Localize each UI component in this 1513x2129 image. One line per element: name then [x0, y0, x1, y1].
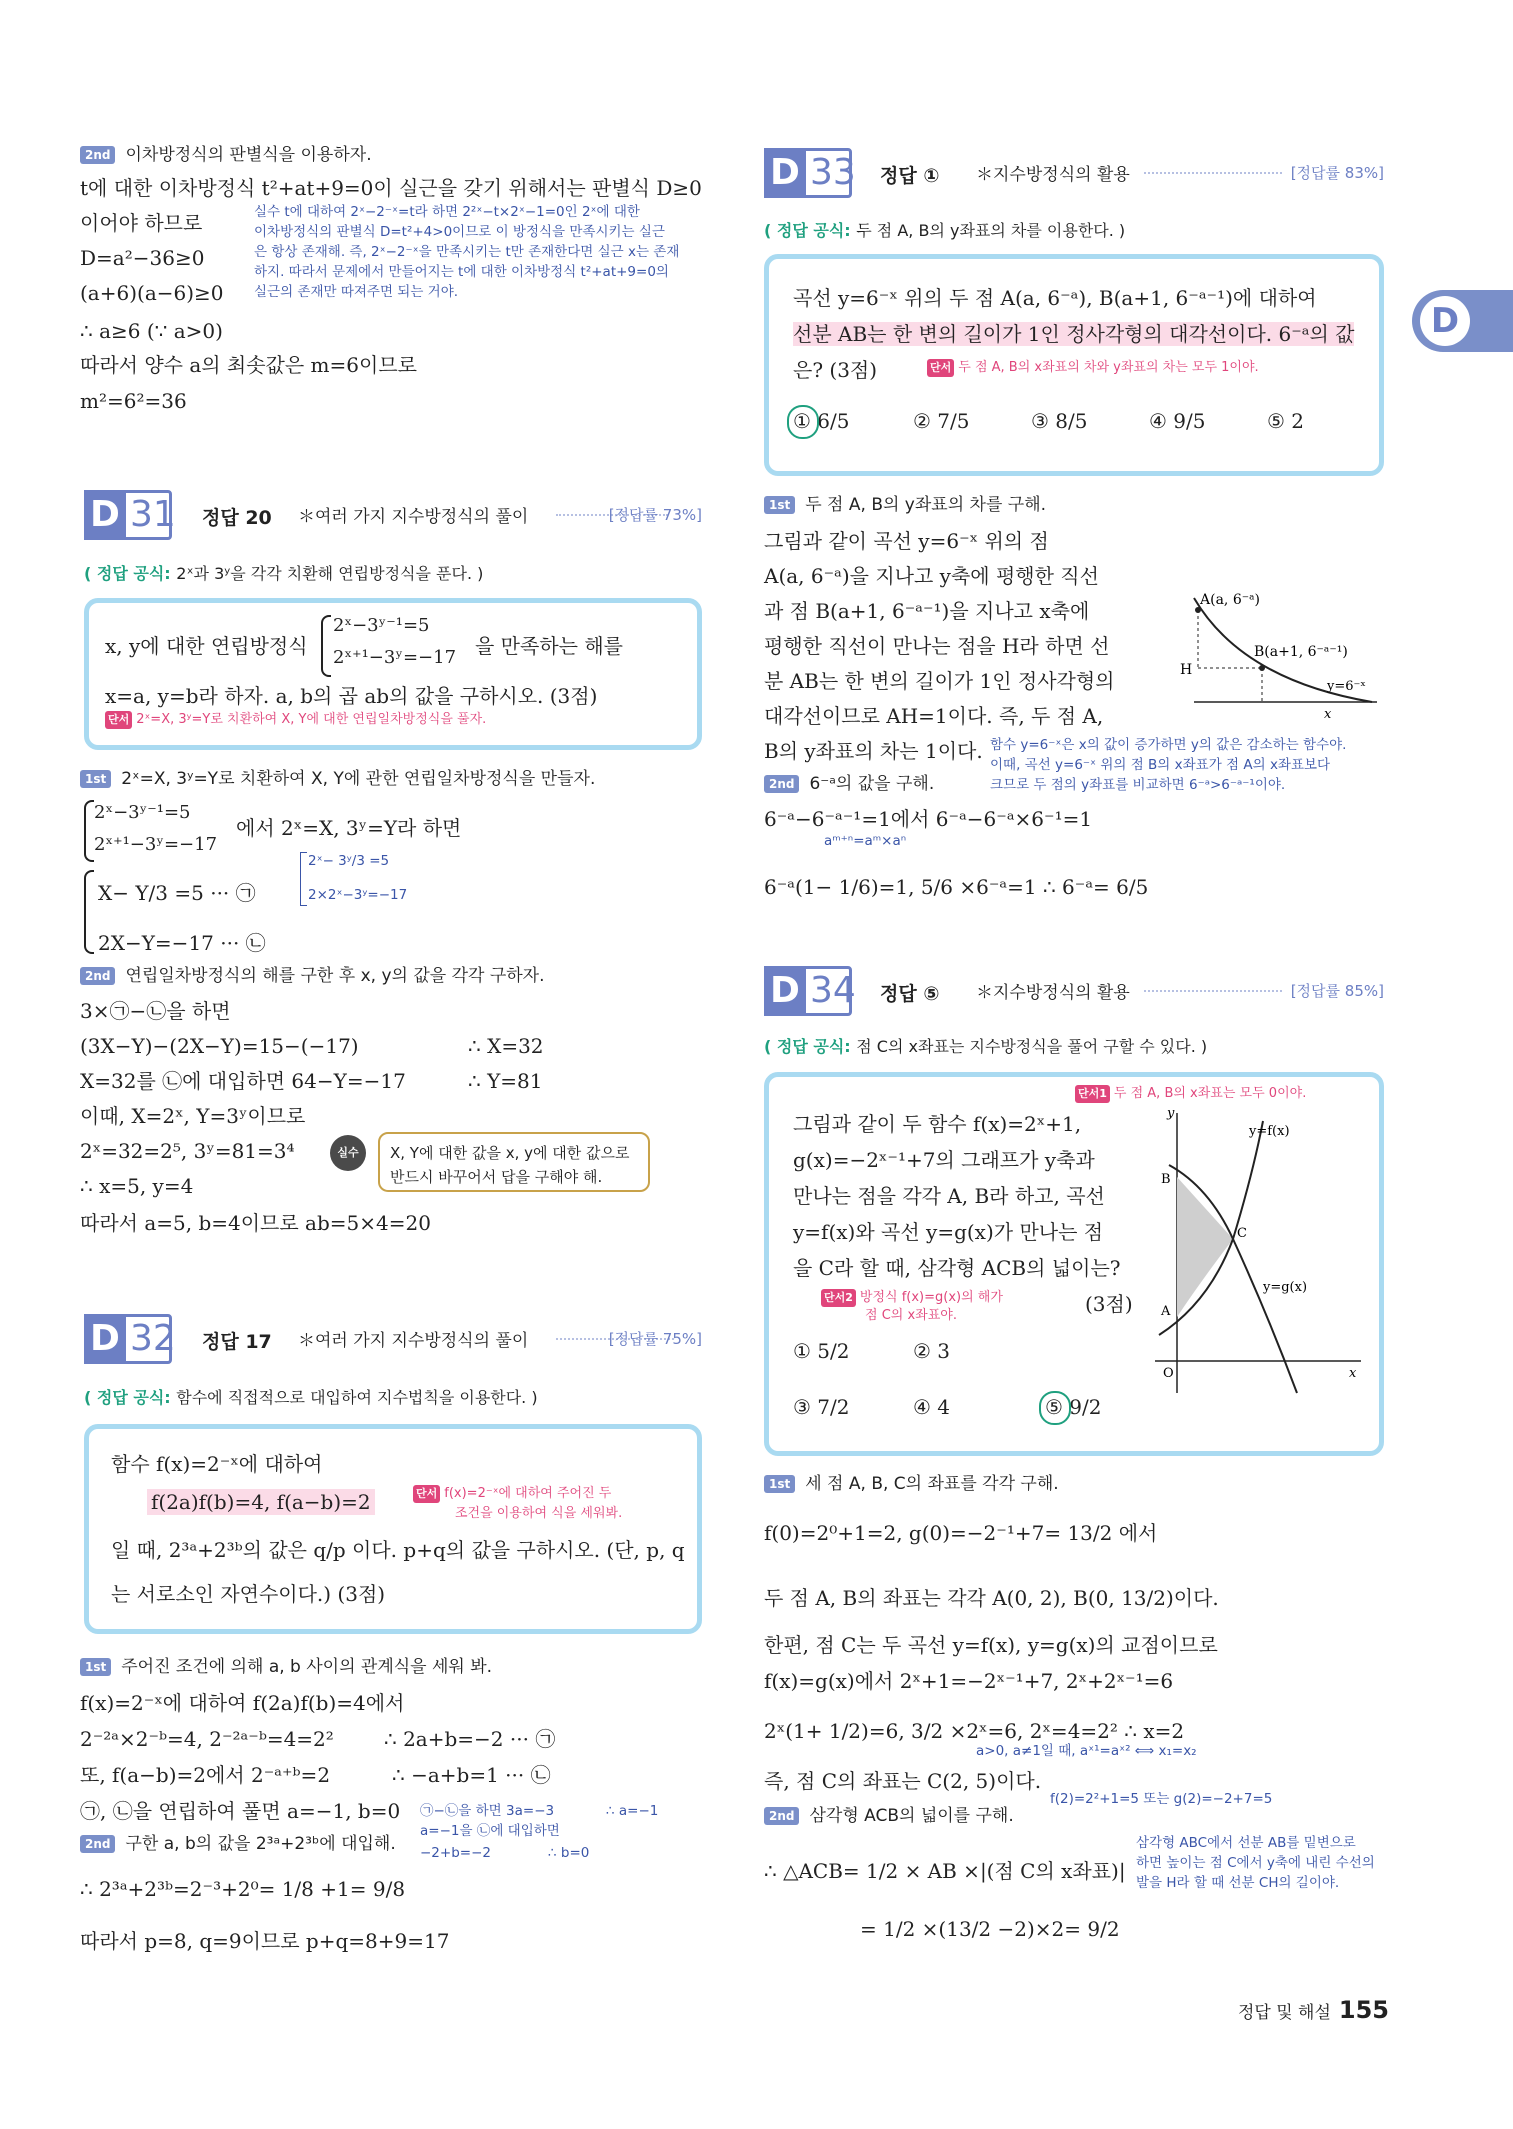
step-1st: 1st 2ˣ=X, 3ʸ=Y로 치환하여 X, Y에 관한 연립일차방정식을 만들자.	[80, 767, 595, 791]
text-line: 따라서 p=8, q=9이므로 p+q=8+9=17	[80, 1929, 450, 1953]
text-line: 6⁻ᵃ(1− 1/6)=1, 5/6 ×6⁻ᵃ=1 ∴ 6⁻ᵃ= 6/5	[764, 875, 1149, 899]
label-y: y	[1167, 1106, 1175, 1121]
text-line: m²=6²=36	[80, 389, 187, 413]
side-note: 2×2ˣ−3ʸ=−17	[308, 887, 408, 903]
chapter-tab[interactable]: D	[1412, 290, 1513, 352]
text-line: 또, f(a−b)=2에서 2⁻ᵃ⁺ᵇ=2	[80, 1763, 331, 1787]
label-x: x	[1349, 1366, 1357, 1381]
question-box-d32: 함수 f(x)=2⁻ˣ에 대하여 f(2a)f(b)=4, f(a−b)=2 단서 f(x)=2⁻ˣ에 대하여 주어진 두 조건을 이용하여 식을 세워봐. 일 때, 2³ᵃ+2³ᵇ의 값은 q/p 이다. p+q의 값을 구하시오. (단, p, q 는 서로소인 자연수이다.) (3점)	[84, 1424, 702, 1634]
answer-formula: ( 정답 공식: 2ˣ과 3ʸ을 각각 치환해 연립방정식을 푼다. )	[84, 564, 484, 583]
choice-4[interactable]: ④ 9/5	[1149, 409, 1206, 433]
label-a: A	[1161, 1304, 1171, 1319]
page-footer: 정답 및 해설 155	[1237, 1996, 1389, 2024]
text-line: (a+6)(a−6)≥0	[80, 281, 224, 305]
label-b: B	[1161, 1172, 1171, 1187]
choice-2[interactable]: ② 3	[913, 1339, 951, 1363]
choice-3[interactable]: ③ 7/2	[793, 1395, 850, 1419]
label-x: x	[1324, 707, 1332, 720]
label-h: H	[1180, 662, 1193, 678]
step-1st: 1st 두 점 A, B의 y좌표의 차를 구해.	[764, 493, 1046, 517]
text-line: 과 점 B(a+1, 6⁻ᵃ⁻¹)을 지나고 x축에	[764, 599, 1090, 623]
text-line: = 1/2 ×(13/2 −2)×2= 9/2	[860, 1917, 1120, 1941]
step-2nd: 2nd 6⁻ᵃ의 값을 구해.	[764, 772, 934, 796]
d34-graph	[1149, 1103, 1369, 1409]
text-line: ∴ △ACB= 1/2 × AB ×|(점 C의 x좌표)|	[764, 1859, 1126, 1883]
step-2nd: 2nd 연립일차방정식의 해를 구한 후 x, y의 값을 각각 구하자.	[80, 964, 545, 988]
problem-header-d33: D 33 정답 ① ＊지수방정식의 활용 [정답률 83%]	[764, 148, 1384, 198]
text-line: 이어야 하므로	[80, 211, 203, 235]
choice-4[interactable]: ④ 4	[913, 1395, 951, 1419]
text-line: 따라서 양수 a의 최솟값은 m=6이므로	[80, 353, 417, 377]
step-2nd: 2nd 구한 a, b의 값을 2³ᵃ+2³ᵇ에 대입해.	[80, 1832, 396, 1856]
d33-graph	[1152, 580, 1382, 720]
choice-1[interactable]: ① 6/5	[793, 409, 850, 433]
text-line: B의 y좌표의 차는 1이다.	[764, 739, 983, 763]
choice-3[interactable]: ③ 8/5	[1031, 409, 1088, 433]
text-line: 대각선이므로 AH=1이다. 즉, 두 점 A,	[764, 704, 1104, 728]
side-note: aᵐ⁺ⁿ=aᵐ×aⁿ	[824, 833, 907, 849]
question-box-d31: x, y에 대한 연립방정식 2ˣ−3ʸ⁻¹=5 2ˣ⁺¹−3ʸ=−17 을 만족하는 해를 x=a, y=b라 하자. a, b의 곱 ab의 값을 구하시오. (3점) 단서 2ˣ=X, 3ʸ=Y로 치환하여 X, Y에 대한 연립일차방정식을 풀자.	[84, 598, 702, 750]
label-gx: y=g(x)	[1263, 1280, 1308, 1295]
step-2nd: 2nd 이차방정식의 판별식을 이용하자.	[80, 143, 372, 167]
correct-answer-mark	[787, 405, 819, 439]
text-line: 3×㉠−㉡을 하면	[80, 999, 231, 1023]
text-line: 이때, X=2ˣ, Y=3ʸ이므로	[80, 1104, 306, 1128]
side-note: −2+b=−2	[420, 1845, 491, 1861]
text-line: 2⁻²ᵃ×2⁻ᵇ=4, 2⁻²ᵃ⁻ᵇ=4=2²	[80, 1727, 334, 1751]
text-line: 2ˣ=32=2⁵, 3ʸ=81=3⁴	[80, 1139, 295, 1163]
label-o: O	[1163, 1366, 1174, 1381]
text-line: 2ˣ⁺¹−3ʸ=−17	[94, 834, 218, 855]
answer-formula: ( 정답 공식: 함수에 직접적으로 대입하여 지수법칙을 이용한다. )	[84, 1388, 538, 1407]
point-b	[1259, 665, 1265, 671]
text-line: f(x)=2⁻ˣ에 대하여 f(2a)f(b)=4에서	[80, 1691, 405, 1715]
text-line: 평행한 직선이 만나는 점을 H라 하면 선	[764, 634, 1110, 658]
text-line: ∴ 2a+b=−2 ··· ㉠	[384, 1727, 556, 1751]
text-line: 따라서 a=5, b=4이므로 ab=5×4=20	[80, 1211, 431, 1235]
answer-formula: ( 정답 공식: 점 C의 x좌표는 지수방정식을 풀어 구할 수 있다. )	[764, 1037, 1208, 1056]
side-note: a=−1을 ㉡에 대입하면	[420, 1823, 560, 1839]
answer-formula: ( 정답 공식: 두 점 A, B의 y좌표의 차를 이용한다. )	[764, 221, 1126, 240]
text-line: f(x)=g(x)에서 2ˣ+1=−2ˣ⁻¹+7, 2ˣ+2ˣ⁻¹=6	[764, 1669, 1174, 1693]
text-line: 그림과 같이 곡선 y=6⁻ˣ 위의 점	[764, 529, 1049, 553]
text-line: ∴ X=32	[468, 1034, 544, 1058]
text-line: A(a, 6⁻ᵃ)을 지나고 y축에 평행한 직선	[764, 564, 1099, 588]
text-line: D=a²−36≥0	[80, 246, 205, 270]
label-b: B(a+1, 6⁻ᵃ⁻¹)	[1254, 644, 1348, 660]
correct-answer-mark	[1039, 1391, 1071, 1425]
choice-2[interactable]: ② 7/5	[913, 409, 970, 433]
label-curve: y=6⁻ˣ	[1327, 679, 1366, 694]
text-line: 6⁻ᵃ−6⁻ᵃ⁻¹=1에서 6⁻ᵃ−6⁻ᵃ×6⁻¹=1	[764, 807, 1093, 831]
side-note: 2ˣ− 3ʸ/3 =5	[308, 853, 390, 869]
page-number: 155	[1338, 1996, 1389, 2024]
choice-5[interactable]: ⑤ 9/2	[1045, 1395, 1102, 1419]
triangle-acb	[1177, 1177, 1233, 1317]
text-line: 에서 2ˣ=X, 3ʸ=Y라 하면	[236, 816, 462, 840]
text-line: 2ˣ−3ʸ⁻¹=5	[94, 802, 191, 823]
text-line: 2X−Y=−17 ··· ㉡	[98, 931, 266, 955]
text-line: X− Y/3 =5 ··· ㉠	[98, 881, 256, 905]
text-line: 두 점 A, B의 좌표는 각각 A(0, 2), B(0, 13/2)이다.	[764, 1586, 1219, 1610]
side-note: ∴ a=−1	[606, 1803, 659, 1819]
text-line: ∴ x=5, y=4	[80, 1174, 194, 1198]
text-line: ∴ 2³ᵃ+2³ᵇ=2⁻³+2⁰= 1/8 +1= 9/8	[80, 1877, 406, 1901]
problem-header-d31: D 31 정답 20 ＊여러 가지 지수방정식의 풀이 [정답률 73%]	[84, 490, 702, 540]
text-line: ㉠, ㉡을 연립하여 풀면 a=−1, b=0	[80, 1799, 401, 1823]
step-1st: 1st 세 점 A, B, C의 좌표를 각각 구해.	[764, 1472, 1059, 1496]
text-line: X=32를 ㉡에 대입하면 64−Y=−17	[80, 1069, 406, 1093]
side-note: ㉠−㉡을 하면 3a=−3	[420, 1803, 555, 1819]
question-box-d34: 단서1 두 점 A, B의 x좌표는 모두 0이야. 그림과 같이 두 함수 f(x)=2ˣ+1, g(x)=−2ˣ⁻¹+7의 그래프가 y축과 만나는 점을 각각 A, B라 하고, 곡선 y=f(x)와 곡선 y=g(x)가 만나는 점 을 C라 할 때, 삼각형 ACB의 넓이는? 단서2 방정식 f(x)=g(x)의 해가 점 C의 x좌표야. (3점) ① 5/2 ② 3 ③ 7/2 ④ 4 ⑤ 9/2 y=f(x) y=g(x) B A C O x y	[764, 1072, 1384, 1456]
label-c: C	[1237, 1226, 1247, 1241]
side-note: f(2)=2²+1=5 또는 g(2)=−2+7=5	[1050, 1791, 1273, 1807]
text-line: f(0)=2⁰+1=2, g(0)=−2⁻¹+7= 13/2 에서	[764, 1521, 1158, 1545]
label-a: A(a, 6⁻ᵃ)	[1200, 592, 1260, 608]
text-line: 즉, 점 C의 좌표는 C(2, 5)이다.	[764, 1769, 1042, 1793]
caution-icon: 실수	[330, 1135, 366, 1171]
problem-header-d32: D 32 정답 17 ＊여러 가지 지수방정식의 풀이 [정답률 75%]	[84, 1314, 702, 1364]
text-line: 한편, 점 C는 두 곡선 y=f(x), y=g(x)의 교점이므로	[764, 1633, 1218, 1657]
step-2nd: 2nd 삼각형 ACB의 넓이를 구해.	[764, 1804, 1014, 1828]
step-1st: 1st 주어진 조건에 의해 a, b 사이의 관계식을 세워 봐.	[80, 1655, 492, 1679]
side-note: a>0, a≠1일 때, aˣ¹=aˣ² ⟺ x₁=x₂	[976, 1743, 1197, 1759]
choice-5[interactable]: ⑤ 2	[1267, 409, 1305, 433]
label-fx: y=f(x)	[1249, 1124, 1290, 1139]
text-line: t에 대한 이차방정식 t²+at+9=0이 실근을 갖기 위해서는 판별식 D≥0	[80, 176, 702, 200]
side-note: ∴ b=0	[548, 1845, 590, 1861]
choice-1[interactable]: ① 5/2	[793, 1339, 850, 1363]
text-line: ∴ Y=81	[468, 1069, 543, 1093]
caution-box: X, Y에 대한 값을 x, y에 대한 값으로 반드시 바꾸어서 답을 구해야 해.	[378, 1132, 650, 1192]
text-line: 분 AB는 한 변의 길이가 1인 정사각형의	[764, 669, 1115, 693]
text-line: (3X−Y)−(2X−Y)=15−(−17)	[80, 1034, 359, 1058]
problem-header-d34: D 34 정답 ⑤ ＊지수방정식의 활용 [정답률 85%]	[764, 966, 1384, 1016]
text-line: 2ˣ(1+ 1/2)=6, 3/2 ×2ˣ=6, 2ˣ=4=2² ∴ x=2	[764, 1719, 1185, 1743]
question-box-d33: 곡선 y=6⁻ˣ 위의 두 점 A(a, 6⁻ᵃ), B(a+1, 6⁻ᵃ⁻¹)에 대하여 선분 AB는 한 변의 길이가 1인 정사각형의 대각선이다. 6⁻ᵃ의 값 은? (3점) 단서 두 점 A, B의 x좌표의 차와 y좌표의 차는 모두 1이야. ① 6/5 ② 7/5 ③ 8/5 ④ 9/5 ⑤ 2	[764, 254, 1384, 476]
text-line: ∴ a≥6 (∵ a>0)	[80, 319, 223, 343]
text-line: ∴ −a+b=1 ··· ㉡	[392, 1763, 551, 1787]
